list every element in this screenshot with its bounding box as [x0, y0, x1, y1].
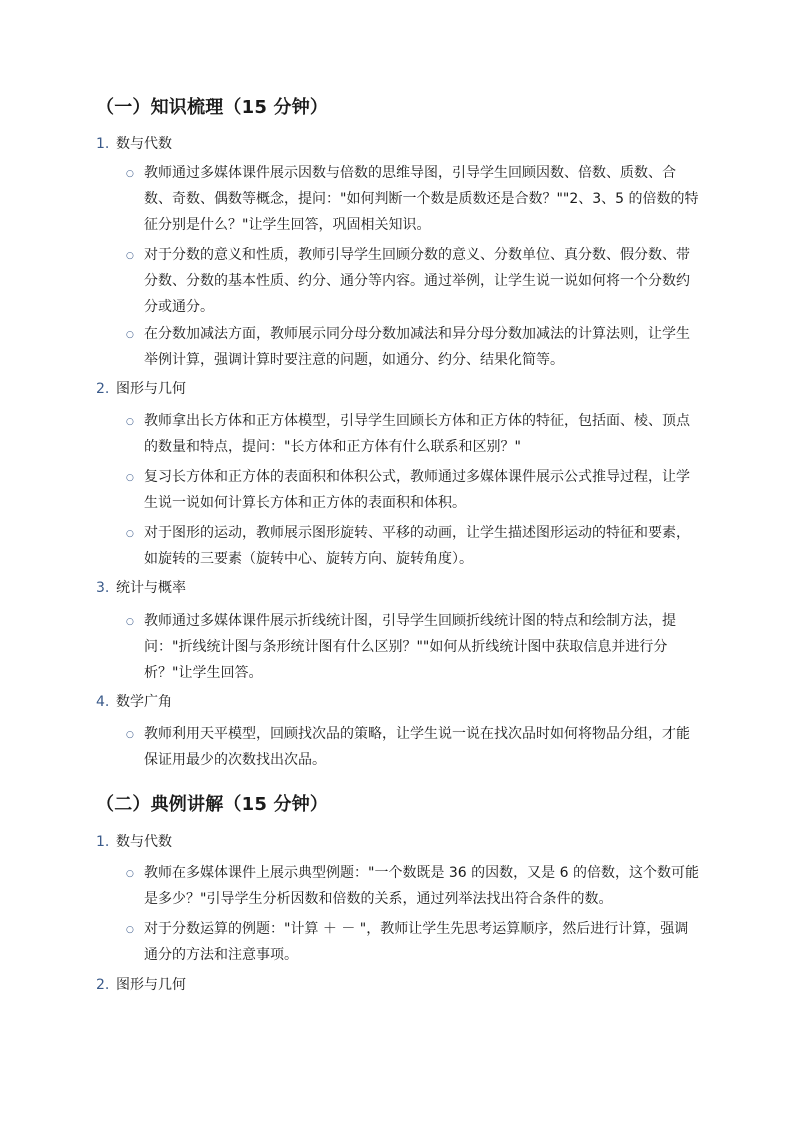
list-item: [96, 692, 172, 712]
bullet-circle-icon: ○: [126, 473, 134, 483]
section-title-knowledge-review: （一）知识梳理（15 分钟）: [96, 97, 329, 118]
item-label: 图形与几何: [116, 381, 186, 397]
bullet-text: 复习长方体和正方体的表面积和体积公式，教师通过多媒体课件展示公式推导过程，让学生说一说如何计算长方体和正方体的表面积和体积。: [144, 469, 690, 511]
bullet-text: 教师通过多媒体课件展示因数与倍数的思维导图，引导学生回顾因数、倍数、质数、合数、奇数、偶数等概念，提问："如何判断一个数是质数还是合数？""2、3、5 的倍数的特征分别是什么？"让学生回答，巩固相关知识。: [144, 165, 699, 233]
bullet-circle-icon: ○: [126, 617, 134, 627]
item-number: 2.: [96, 977, 110, 993]
bullet-circle-icon: ○: [126, 730, 134, 740]
bullet-circle-icon: ○: [126, 925, 134, 935]
bullet-text: 在分数加减法方面，教师展示同分母分数加减法和异分母分数加减法的计算法则，让学生举例计算，强调计算时要注意的问题，如通分、约分、结果化简等。: [144, 326, 690, 368]
item-label: 数与代数: [116, 834, 172, 850]
bullet-circle-icon: ○: [126, 251, 134, 261]
item-label: 数学广角: [116, 694, 172, 710]
bullet-text: 教师利用天平模型，回顾找次品的策略，让学生说一说在找次品时如何将物品分组，才能保证用最少的次数找出次品。: [144, 726, 690, 768]
item-number: 1.: [96, 834, 110, 850]
bullet-circle-icon: ○: [126, 330, 134, 340]
list-item: [96, 379, 186, 399]
item-number: 2.: [96, 381, 110, 397]
item-number: 1.: [96, 136, 110, 152]
list-item: [96, 975, 186, 995]
bullet-text: 教师通过多媒体课件展示折线统计图，引导学生回顾折线统计图的特点和绘制方法，提问："折线统计图与条形统计图有什么区别？""如何从折线统计图中获取信息并进行分析？"让学生回答。: [144, 613, 676, 681]
item-number: 3.: [96, 580, 110, 596]
bullet-text: 教师拿出长方体和正方体模型，引导学生回顾长方体和正方体的特征，包括面、棱、顶点的数量和特点，提问："长方体和正方体有什么联系和区别？": [144, 413, 690, 455]
bullet-text: 对于分数的意义和性质，教师引导学生回顾分数的意义、分数单位、真分数、假分数、带分数、分数的基本性质、约分、通分等内容。通过举例，让学生说一说如何将一个分数约分或通分。: [144, 247, 690, 315]
section-title-example-explanation: （二）典例讲解（15 分钟）: [96, 794, 329, 815]
item-label: 统计与概率: [116, 580, 186, 596]
bullet-circle-icon: ○: [126, 529, 134, 539]
item-number: 4.: [96, 694, 110, 710]
bullet-circle-icon: ○: [126, 417, 134, 427]
item-label: 数与代数: [116, 136, 172, 152]
bullet-text: 对于图形的运动，教师展示图形旋转、平移的动画，让学生描述图形运动的特征和要素，如旋转的三要素（旋转中心、旋转方向、旋转角度）。: [144, 525, 690, 567]
bullet-circle-icon: ○: [126, 869, 134, 879]
bullet-text: 教师在多媒体课件上展示典型例题："一个数既是 36 的因数，又是 6 的倍数，这个数可能是多少？"引导学生分析因数和倍数的关系，通过列举法找出符合条件的数。: [144, 865, 699, 907]
item-label: 图形与几何: [116, 977, 186, 993]
bullet-circle-icon: ○: [126, 169, 134, 179]
list-item: [96, 134, 172, 154]
bullet-text: 对于分数运算的例题："计算 ＋ － "，教师让学生先思考运算顺序，然后进行计算，强调通分的方法和注意事项。: [144, 921, 689, 963]
list-item: [96, 832, 172, 852]
list-item: [96, 578, 186, 598]
